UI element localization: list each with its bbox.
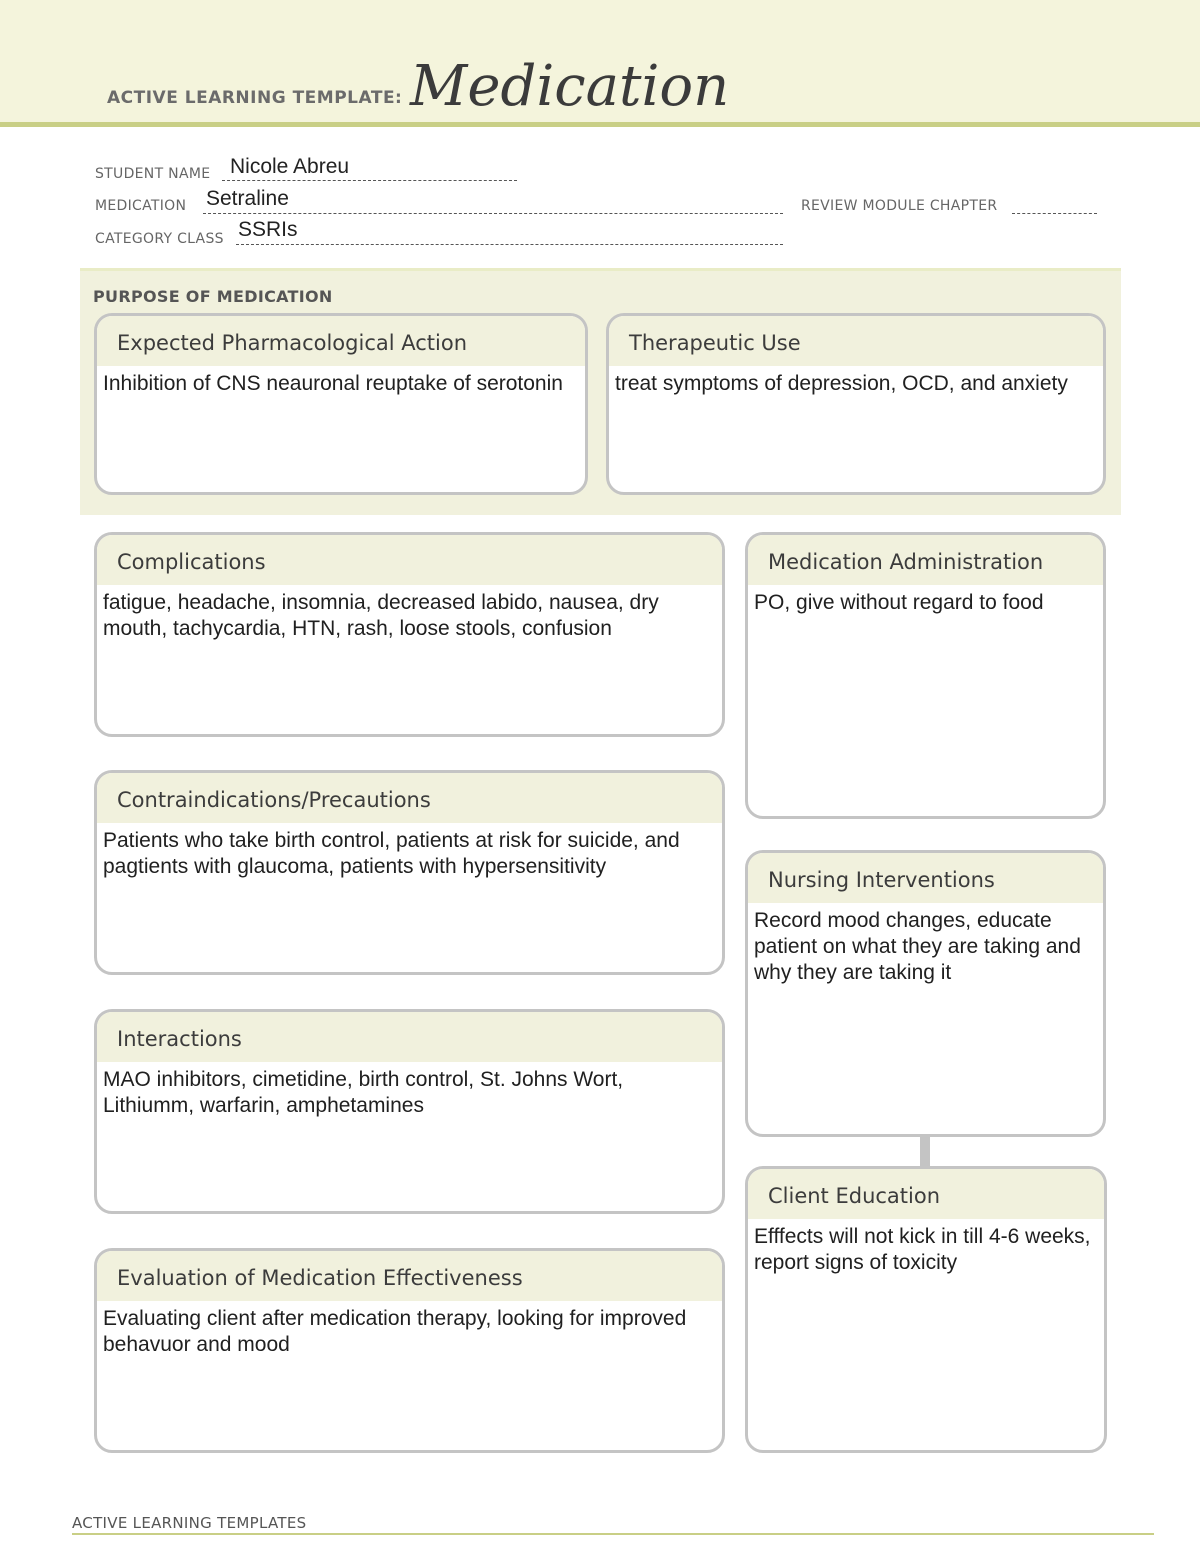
medication-label: MEDICATION <box>95 198 187 214</box>
client-education-text[interactable]: Efffects will not kick in till 4-6 weeks, report signs of toxicity <box>754 1225 1091 1274</box>
medication-administration-title: Medication Administration <box>748 535 1103 585</box>
complications-text[interactable]: fatigue, headache, insomnia, decreased labido, nausea, dry mouth, tachycardia, HTN, rash, loose stools, confusion <box>103 591 659 640</box>
evaluation-box <box>94 1248 725 1453</box>
interactions-text[interactable]: MAO inhibitors, cimetidine, birth control, St. Johns Wort, Lithiumm, warfarin, amphetamines <box>103 1068 624 1117</box>
therapeutic-use-text[interactable]: treat symptoms of depression, OCD, and anxiety <box>615 372 1068 395</box>
category-class-field[interactable]: SSRIs <box>238 218 298 241</box>
client-education-title: Client Education <box>748 1169 1104 1219</box>
medication-line <box>203 213 783 214</box>
category-class-label: CATEGORY CLASS <box>95 231 224 247</box>
therapeutic-use-title: Therapeutic Use <box>609 316 1103 366</box>
footer-rule <box>72 1533 1154 1535</box>
evaluation-text[interactable]: Evaluating client after medication therapy, looking for improved behavuor and mood <box>103 1307 687 1356</box>
nursing-interventions-box <box>745 850 1106 1137</box>
header-rule <box>0 122 1200 127</box>
evaluation-title: Evaluation of Medication Effectiveness <box>97 1251 722 1301</box>
category-class-line <box>236 244 783 245</box>
footer-label: ACTIVE LEARNING TEMPLATES <box>72 1514 307 1532</box>
nursing-interventions-title: Nursing Interventions <box>748 853 1103 903</box>
client-education-box <box>745 1166 1107 1453</box>
interactions-box <box>94 1009 725 1214</box>
review-module-label: REVIEW MODULE CHAPTER <box>801 198 998 214</box>
contraindications-text[interactable]: Patients who take birth control, patients at risk for suicide, and pagtients with glaucoma, patients with hypersensitivity <box>103 829 680 878</box>
review-module-field[interactable] <box>1012 213 1097 214</box>
template-label: ACTIVE LEARNING TEMPLATE: <box>107 88 403 108</box>
expected-action-text[interactable]: Inhibition of CNS neauronal reuptake of serotonin <box>103 372 563 395</box>
expected-action-title: Expected Pharmacological Action <box>97 316 585 366</box>
interactions-title: Interactions <box>97 1012 722 1062</box>
medication-field[interactable]: Setraline <box>206 187 289 210</box>
student-name-line <box>222 180 517 181</box>
complications-title: Complications <box>97 535 722 585</box>
complications-box <box>94 532 725 737</box>
student-name-field[interactable]: Nicole Abreu <box>230 155 350 178</box>
contraindications-title: Contraindications/Precautions <box>97 773 722 823</box>
medication-administration-text[interactable]: PO, give without regard to food <box>754 591 1044 614</box>
box-connector <box>920 1136 930 1166</box>
expected-action-box <box>94 313 588 495</box>
purpose-label: PURPOSE OF MEDICATION <box>93 287 333 306</box>
contraindications-box <box>94 770 725 975</box>
medication-administration-box <box>745 532 1106 819</box>
nursing-interventions-text[interactable]: Record mood changes, educate patient on what they are taking and why they are taking it <box>754 909 1081 984</box>
therapeutic-use-box <box>606 313 1106 495</box>
page-title: Medication <box>410 54 730 119</box>
student-name-label: STUDENT NAME <box>95 166 211 182</box>
